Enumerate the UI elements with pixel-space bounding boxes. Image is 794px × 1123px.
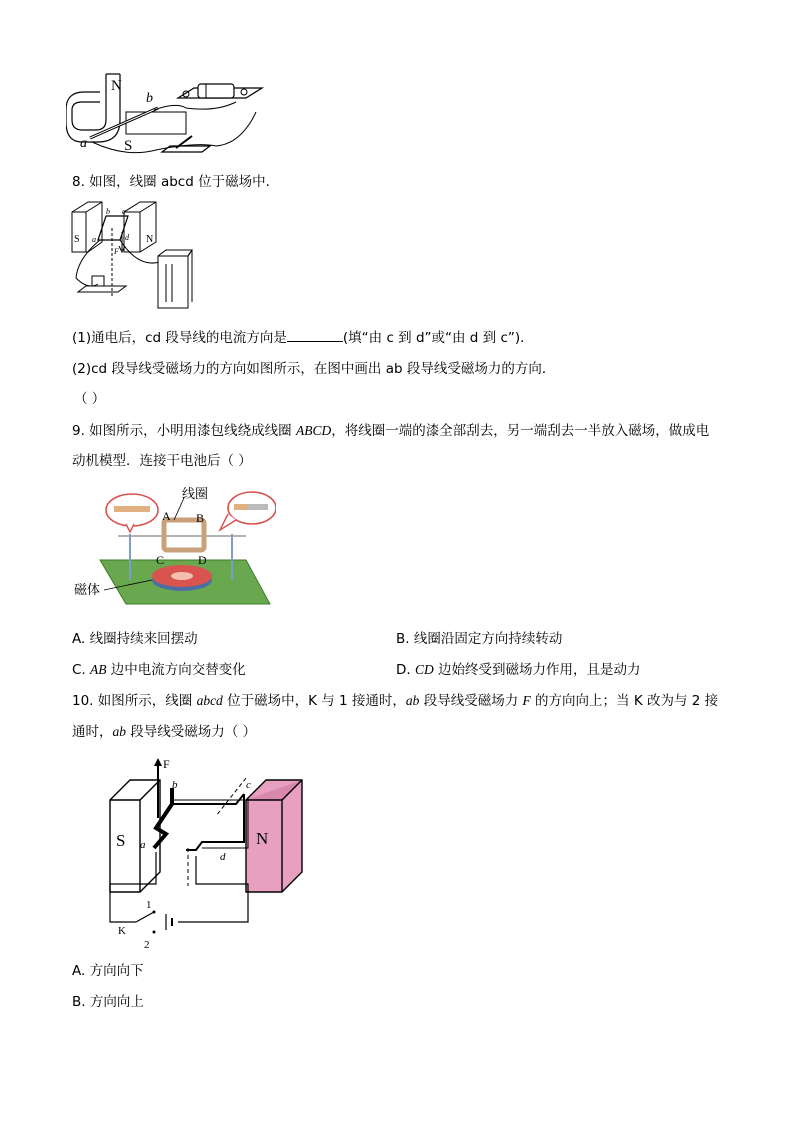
q10-l1-d: 的方向向上；当 K 改为与 2 接 [530, 693, 719, 709]
q10-fig-label-d: d [220, 851, 226, 863]
q8-stem: 8. 如图，线圈 abcd 位于磁场中． [72, 174, 280, 190]
q9-fig-label-D: D [198, 553, 207, 567]
q9-stem-line2: 动机模型．连接干电池后（ ） [72, 453, 252, 469]
q10-stem-line2 [72, 722, 256, 742]
q9-stem-a: 9. 如图所示，小明用漆包线绕成线圈 [72, 423, 296, 439]
q8-fig-label-c: c [122, 207, 126, 216]
q10-fig-label-b: b [172, 779, 178, 791]
q9-stem-var: ABCD [295, 423, 332, 438]
q9-fig-label-A: A [162, 509, 171, 523]
q9-option-c[interactable] [72, 660, 246, 680]
q9-stem-b: ，将线圈一端的漆全部刮去，另一端刮去一半放入磁场，做成电 [331, 423, 710, 439]
q10-l2-a: 通时， [72, 724, 113, 740]
q9-fig-label-coil: 线圈 [182, 486, 209, 501]
q9-option-c-text: 边中电流方向交替变化 [106, 662, 246, 678]
q10-fig-label-K: K [118, 925, 126, 937]
q8-sub1-hint: (填“由 c 到 d”或“由 d 到 c”)． [342, 330, 534, 346]
q8-fig-label-a: a [92, 235, 96, 244]
q9-stem-line1 [72, 421, 709, 441]
q10-l1-v1: abcd [196, 693, 223, 708]
fig7-label-b: b [146, 91, 153, 106]
q9-option-d-text: 边始终受到磁场力作用，且是动力 [433, 662, 641, 678]
q8-answer-paren: （ ） [74, 391, 106, 407]
q8-sub2: (2)cd 段导线受磁场力的方向如图所示，在图中画出 ab 段导线受磁场力的方向． [72, 361, 556, 377]
q10-l1-v3: F [522, 693, 531, 708]
figure-q8-coil-circuit [68, 198, 196, 310]
q9-fig-label-magnet: 磁体 [74, 582, 101, 597]
q8-sub1-text: (1)通电后，cd 段导线的电流方向是 [72, 330, 287, 346]
q10-l2-v: ab [112, 724, 126, 739]
q10-l1-c: 段导线受磁场力 [419, 693, 523, 709]
q9-option-b[interactable]: B. 线圈沿固定方向持续转动 [396, 631, 563, 647]
fig7-label-N: N [111, 78, 122, 94]
q10-fig-label-1: 1 [146, 899, 152, 911]
q9-option-c-letter: C. [72, 662, 91, 678]
q10-fig-label-a: a [140, 839, 146, 851]
q8-sub1 [72, 327, 534, 348]
q10-l1-v2: ab [405, 693, 420, 708]
q10-fig-label-F: F [163, 757, 170, 771]
q9-option-a[interactable]: A. 线圈持续来回摆动 [72, 631, 198, 647]
q10-l1-b: 位于磁场中，K 与 1 接通时， [222, 693, 406, 709]
q9-option-d-var: CD [414, 662, 434, 677]
q10-stem-line1 [72, 691, 718, 711]
q10-fig-label-N: N [256, 829, 269, 848]
q8-fig-label-S: S [74, 234, 80, 245]
q9-option-c-var: AB [90, 662, 107, 677]
q10-fig-label-2: 2 [144, 939, 150, 951]
fig7-label-S: S [124, 138, 133, 154]
q9-fig-label-C: C [156, 553, 165, 567]
q9-fig-label-B: B [196, 511, 205, 525]
q9-option-d-letter: D. [396, 662, 415, 678]
q9-option-d[interactable] [396, 660, 641, 680]
q8-fig-label-F: F [114, 247, 119, 256]
q10-fig-label-S: S [116, 831, 126, 850]
q10-l2-b: 段导线受磁场力（ ） [126, 724, 257, 740]
figure-q9-motor-model [70, 484, 276, 614]
q10-fig-label-c: c [246, 779, 251, 791]
fig7-label-a: a [80, 136, 87, 151]
figure-q10-coil-magnets [96, 756, 310, 952]
q10-option-a[interactable]: A. 方向向下 [72, 963, 144, 979]
q10-option-b[interactable]: B. 方向向上 [72, 994, 144, 1010]
q8-fig-label-b: b [106, 207, 110, 216]
q10-l1-a: 10. 如图所示，线圈 [72, 693, 197, 709]
q8-fig-label-d: d [125, 233, 129, 242]
q8-answer-blank[interactable] [287, 327, 343, 342]
q8-fig-label-N: N [146, 234, 154, 245]
figure-horseshoe-magnet-circuit [66, 72, 266, 160]
